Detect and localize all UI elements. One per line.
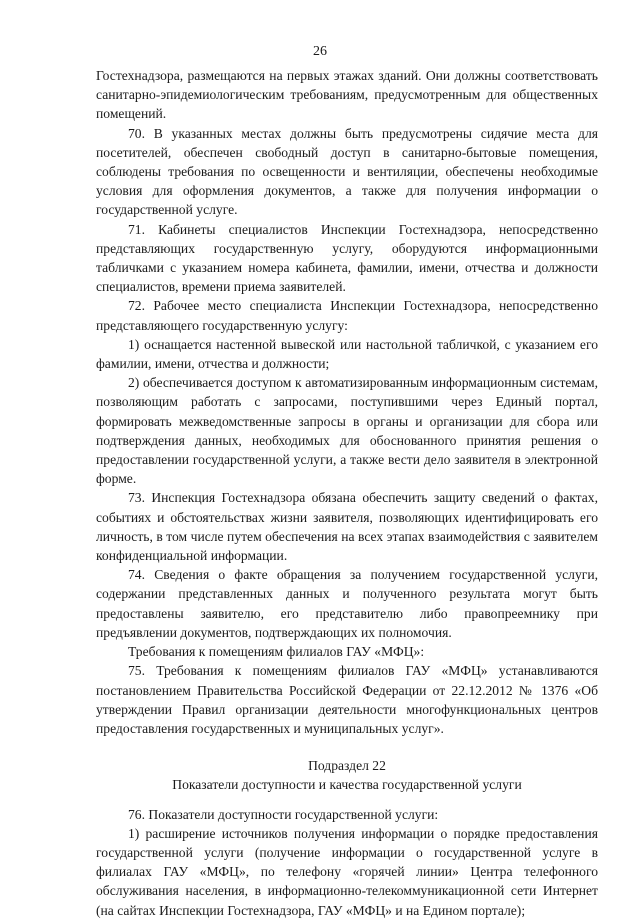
document-body: [96, 66, 598, 920]
paragraph-76: 76. Показатели доступности государственной услуги:: [128, 806, 439, 822]
paragraph-72-item-2: 2) обеспечивается доступом к автоматизированным информационным системам, позволяющим работать с запросами, поступившими через Единый портал, формировать межведомственные запросы в органы и организации для сбора или подтверждения данных, необходимых для обоснованного принятия решения о предоставлении государственной услуги, а также вести дело заявителя в электронной форме.: [96, 375, 598, 487]
paragraph-73: 73. Инспекция Гостехнадзора обязана обеспечить защиту сведений о фактах, событиях и обстоятельствах жизни заявителя, позволяющих идентифицировать его личность, в том числе путем обеспечения на всех этапах взаимодействия с заявителем конфиденциальной информации.: [96, 490, 598, 564]
subsection-number: Подраздел 22: [308, 758, 386, 774]
paragraph-72-item-1: 1) оснащается настенной вывеской или настольной табличкой, с указанием его фамилии, имени, отчества и должности;: [96, 336, 598, 372]
paragraph-70: 70. В указанных местах должны быть предусмотрены сидячие места для посетителей, обеспечен свободный доступ в санитарно-бытовые помещения, соблюдены требования по освещенности и вентиляции, обеспечены необходимые условия для оформления документов, а также для получения информации о государственной услуге.: [96, 125, 598, 218]
subsection-title: Показатели доступности и качества государственной услуги: [172, 777, 522, 793]
paragraph-72: 72. Рабочее место специалиста Инспекции Гостехнадзора, непосредственно представляющего государственную услугу:: [96, 298, 598, 333]
paragraph-continuation: Гостехнадзора, размещаются на первых этажах зданий. Они должны соответствовать санитарно-эпидемиологическим требованиям, предусмотренным для общественных помещений.: [96, 68, 598, 122]
mfc-requirements-heading: Требования к помещениям филиалов ГАУ «МФЦ»:: [128, 644, 425, 660]
paragraph-71: 71. Кабинеты специалистов Инспекции Гостехнадзора, непосредственно представляющих государственную услугу, оборудуются информационными табличками с указанием номера кабинета, фамилии, имени, отчества и должности специалистов, времени приема заявителей.: [96, 221, 598, 295]
paragraph-74: 74. Сведения о факте обращения за получением государственной услуги, содержании представленных данных и полученного результата могут быть предоставлены заявителю, его представителю либо правопреемнику при предъявлении документов, подтверждающих их полномочия.: [96, 567, 598, 640]
paragraph-75: 75. Требования к помещениям филиалов ГАУ «МФЦ» устанавливаются постановлением Правительства Российской Федерации от 22.12.2012 № 1376 «Об утверждении Правил организации деятельности многофункциональных центров предоставления государственных и муниципальных услуг».: [96, 663, 598, 736]
page-number: 26: [313, 44, 327, 59]
paragraph-76-item-1: 1) расширение источников получения информации о порядке предоставления государственной услуги (получение информации о государственной услуге в филиалах ГАУ «МФЦ», по телефону «горячей линии» Центра телефонного обслуживания населения, в информационно-телекоммуникационной сети Интернет (на сайтах Инспекции Гостехнадзора, ГАУ «МФЦ» и на Едином портале);: [96, 825, 598, 918]
